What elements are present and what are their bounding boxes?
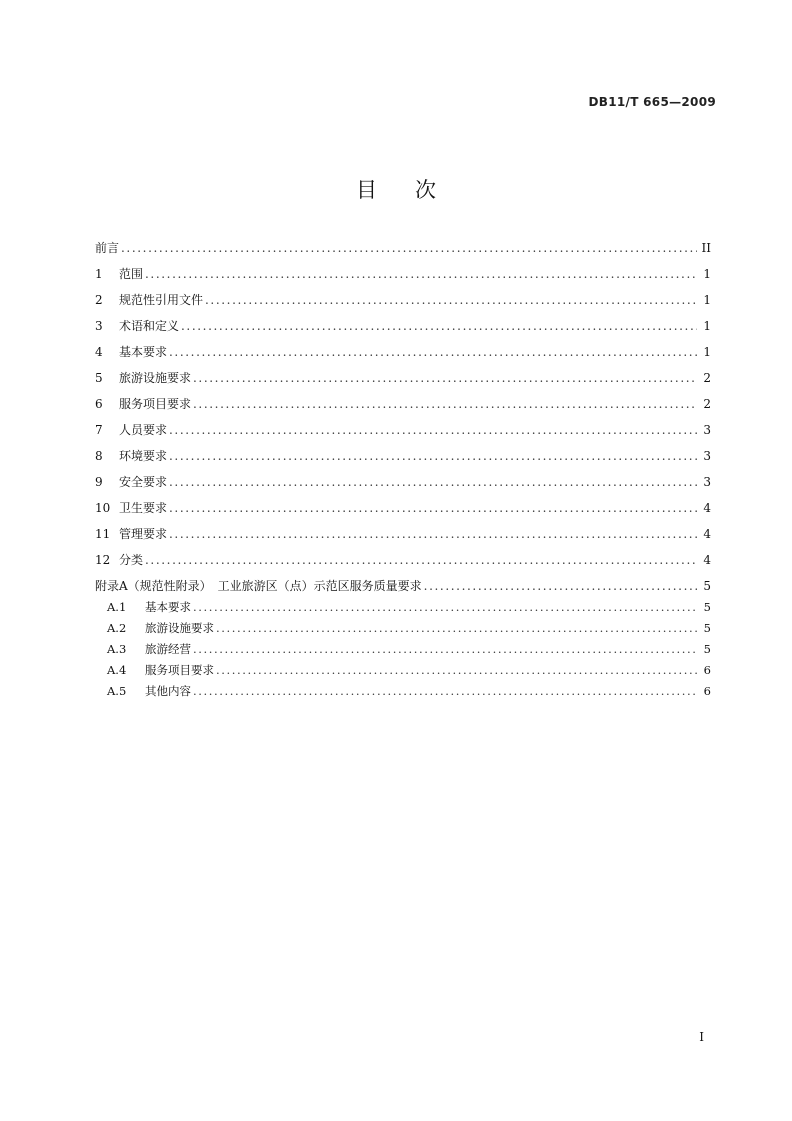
toc-leader-dots	[205, 293, 697, 307]
toc-entry-text: 基本要求	[145, 600, 191, 614]
toc-entry-10[interactable]	[95, 499, 711, 525]
toc-leader-dots	[121, 241, 697, 255]
toc-entry-page: 4	[703, 553, 711, 567]
toc-entry-text: 附录A（规范性附录） 工业旅游区（点）示范区服务质量要求	[95, 579, 422, 593]
toc-entry-text: 前言	[95, 241, 120, 255]
toc-entry-number: 8	[95, 449, 103, 463]
toc-entry-page: 2	[703, 371, 711, 385]
toc-leader-dots	[193, 600, 697, 614]
toc-entry-page: 4	[703, 527, 711, 541]
toc-entry-text: 分类	[119, 553, 144, 567]
toc-entry-number: A.1	[107, 600, 127, 614]
toc-entry-text: 管理要求	[119, 527, 168, 541]
toc-entry-number: 2	[95, 293, 103, 307]
toc-entry-page: 5	[703, 621, 711, 635]
toc-entry-1[interactable]	[95, 265, 711, 291]
toc-entry-4[interactable]	[95, 343, 711, 369]
toc-subentry-a3[interactable]	[95, 641, 711, 662]
page-title: 目次	[356, 178, 474, 202]
toc-subentry-a2[interactable]	[95, 620, 711, 641]
toc-entry-7[interactable]	[95, 421, 711, 447]
toc-entry-page: 5	[703, 600, 711, 614]
toc-entry-9[interactable]	[95, 473, 711, 499]
toc-leader-dots	[193, 642, 697, 656]
toc-leader-dots	[145, 267, 697, 281]
toc-entry-8[interactable]	[95, 447, 711, 473]
toc-entry-text: 卫生要求	[119, 501, 168, 515]
toc-entry-number: 5	[95, 371, 103, 385]
toc-entry-3[interactable]	[95, 317, 711, 343]
toc-entry-text: 范围	[119, 267, 144, 281]
toc-subentry-a4[interactable]	[95, 662, 711, 683]
toc-entry-text: 其他内容	[145, 684, 191, 698]
page-number: I	[699, 1030, 704, 1044]
toc-entry-text: 服务项目要求	[119, 397, 192, 411]
toc-leader-dots	[169, 501, 697, 515]
toc-leader-dots	[169, 345, 697, 359]
toc-subentry-a1[interactable]	[95, 599, 711, 620]
toc-entry-text: 基本要求	[119, 345, 168, 359]
toc-entry-page: 6	[703, 684, 711, 698]
toc-entry-page: 1	[703, 293, 711, 307]
toc-entry-11[interactable]	[95, 525, 711, 551]
toc-leader-dots	[193, 684, 697, 698]
toc-entry-text: 术语和定义	[119, 319, 180, 333]
toc-entry-page: 5	[703, 579, 711, 593]
toc-entry-number: A.3	[107, 642, 127, 656]
toc-entry-number: 7	[95, 423, 103, 437]
toc-entry-page: 6	[703, 663, 711, 677]
toc-entry-text: 规范性引用文件	[119, 293, 204, 307]
toc-leader-dots	[216, 621, 697, 635]
toc-leader-dots	[424, 579, 697, 593]
toc-entry-foreword[interactable]	[95, 239, 711, 265]
toc-entry-page: 1	[703, 319, 711, 333]
toc-entry-text: 旅游设施要求	[119, 371, 192, 385]
toc-leader-dots	[169, 475, 697, 489]
toc-entry-text: 服务项目要求	[145, 663, 214, 677]
toc-leader-dots	[193, 397, 697, 411]
toc-entry-number: A.5	[107, 684, 127, 698]
toc-entry-number: 12	[95, 553, 111, 567]
toc-entry-page: 4	[703, 501, 711, 515]
toc-entry-page: II	[701, 241, 711, 255]
toc-entry-page: 3	[703, 449, 711, 463]
toc-leader-dots	[169, 527, 697, 541]
standard-code: DB11/T 665—2009	[588, 95, 716, 109]
toc-entry-page: 3	[703, 423, 711, 437]
toc-entry-number: 1	[95, 267, 103, 281]
toc-entry-text: 旅游设施要求	[145, 621, 214, 635]
table-of-contents	[95, 239, 711, 704]
toc-entry-text: 旅游经营	[145, 642, 191, 656]
toc-entry-2[interactable]	[95, 291, 711, 317]
toc-entry-number: 10	[95, 501, 111, 515]
toc-entry-page: 1	[703, 345, 711, 359]
toc-leader-dots	[193, 371, 697, 385]
toc-entry-number: 6	[95, 397, 103, 411]
toc-entry-12[interactable]	[95, 551, 711, 577]
toc-entry-number: A.2	[107, 621, 127, 635]
toc-entry-number: 11	[95, 527, 111, 541]
toc-entry-page: 3	[703, 475, 711, 489]
toc-subentry-a5[interactable]	[95, 683, 711, 704]
toc-leader-dots	[169, 449, 697, 463]
toc-entry-page: 1	[703, 267, 711, 281]
toc-entry-text: 人员要求	[119, 423, 168, 437]
toc-leader-dots	[145, 553, 697, 567]
toc-entry-number: 4	[95, 345, 103, 359]
toc-leader-dots	[181, 319, 697, 333]
toc-entry-number: 9	[95, 475, 103, 489]
toc-entry-text: 安全要求	[119, 475, 168, 489]
toc-entry-5[interactable]	[95, 369, 711, 395]
toc-entry-number: 3	[95, 319, 103, 333]
toc-leader-dots	[169, 423, 697, 437]
toc-entry-page: 5	[703, 642, 711, 656]
toc-entry-number: A.4	[107, 663, 127, 677]
toc-leader-dots	[216, 663, 697, 677]
toc-entry-6[interactable]	[95, 395, 711, 421]
toc-entry-page: 2	[703, 397, 711, 411]
toc-entry-appendix-a[interactable]	[95, 577, 711, 599]
toc-entry-text: 环境要求	[119, 449, 168, 463]
